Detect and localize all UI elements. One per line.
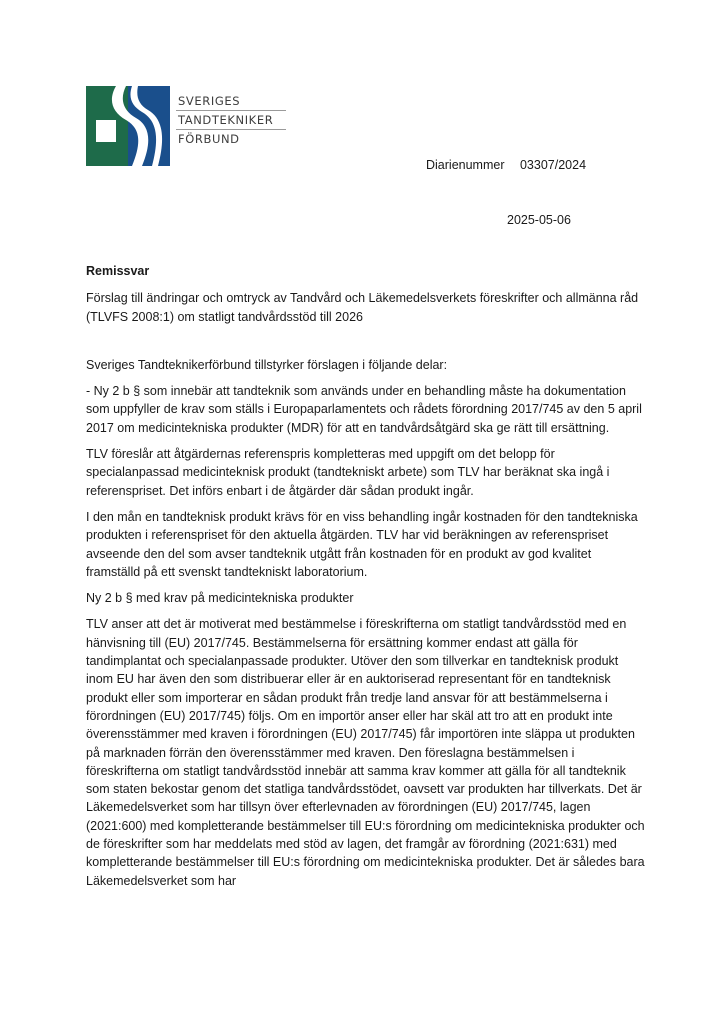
logo-wordmark	[176, 92, 286, 148]
point-paragraph: - Ny 2 b § som innebär att tandteknik som används under en behandling måste ha dokumentation som uppfyller de krav som ställs i Europaparlamentets och rådets förordning 2017/745 av den 5 april 2017 om medicintekniska produkter (MDR) för att en tandvårdsåtgärd ska ge rätt till ersättning.	[86, 384, 642, 435]
subheading: Ny 2 b § med krav på medicintekniska produkter	[86, 591, 354, 606]
diarie-label: Diarienummer	[426, 158, 505, 172]
paragraph-1: TLV föreslår att åtgärdernas referenspris kompletteras med uppgift om det belopp för specialanpassad medicinteknisk produkt (tandtekniskt arbete) som TLV har beräknat ska ingå i referenspriset. Det införs enbart i de åtgärder där sådan produkt ingår.	[86, 447, 610, 498]
document-body	[86, 262, 646, 898]
document-date: 2025-05-06	[507, 213, 571, 227]
intro-paragraph: Sveriges Tandteknikerförbund tillstyrker förslagen i följande delar:	[86, 357, 448, 372]
document-heading: Remissvar	[86, 264, 150, 278]
paragraph-2: I den mån en tandteknisk produkt krävs för en viss behandling ingår kostnaden för den tandtekniska produkten i referenspriset för den aktuella åtgärden. TLV har vid beräkningen av referenspriset avseende den del som avser tandteknik utgått från kostnaden för en produkt av god kvalitet framställd på ett svenskt tandtekniskt laboratorium.	[86, 509, 638, 579]
logo-line-3: FÖRBUND	[178, 132, 240, 146]
diarienummer	[426, 158, 586, 172]
logo-mark-icon	[86, 86, 170, 166]
logo-line-1: SVERIGES	[176, 92, 286, 111]
logo	[86, 86, 286, 166]
diarie-number: 03307/2024	[519, 158, 587, 172]
logo-line-2: TANDTEKNIKER	[176, 111, 286, 130]
paragraph-3: TLV anser att det är motiverat med bestämmelse i föreskrifterna om statligt tandvårdsstöd med en hänvisning till (EU) 2017/745. Bestämmelserna för ersättning kommer endast att gälla för tandimplantat och specialanpassade produkter. Utöver den som tillverkar en tandteknisk produkt inom EU har även den som distribuerar eller är en auktoriserad representant för en tandteknisk produkt eller som importerar en sådan produkt från tredje land ansvar för att bestämmelserna i förordningen (EU) 2017/745) följs. Om en importör anser eller har skäl att tro att en produkt inte överensstämmer med kraven i förordningen (EU) 2017/745) får importören inte släppa ut produkten på marknaden förrän den överensstämmer med kraven. Den föreslagna bestämmelsen i föreskrifterna om statligt tandvårdsstöd innebär att samma krav kommer att gälla för all tandteknik som staten bekostar genom det statliga tandvårdsstödet, oavsett var produkten har tillverkats. Det är Läkemedelsverket som har tillsyn över efterlevnaden av förordningen (EU) 2017/745, lagen (2021:600) med kompletterande bestämmelser till EU:s förordning om medicintekniska produkter och de föreskrifter som har meddelats med stöd av lagen, det framgår av förordning (2021:631) med kompletterande bestämmelser till EU:s förordning om medicintekniska produkter. Det är således bara Läkemedelsverket som har	[86, 617, 645, 888]
document-subject: Förslag till ändringar och omtryck av Tandvård och Läkemedelsverkets föreskrifter och allmänna råd (TLVFS 2008:1) om statligt tandvårdsstöd till 2026	[86, 291, 639, 324]
